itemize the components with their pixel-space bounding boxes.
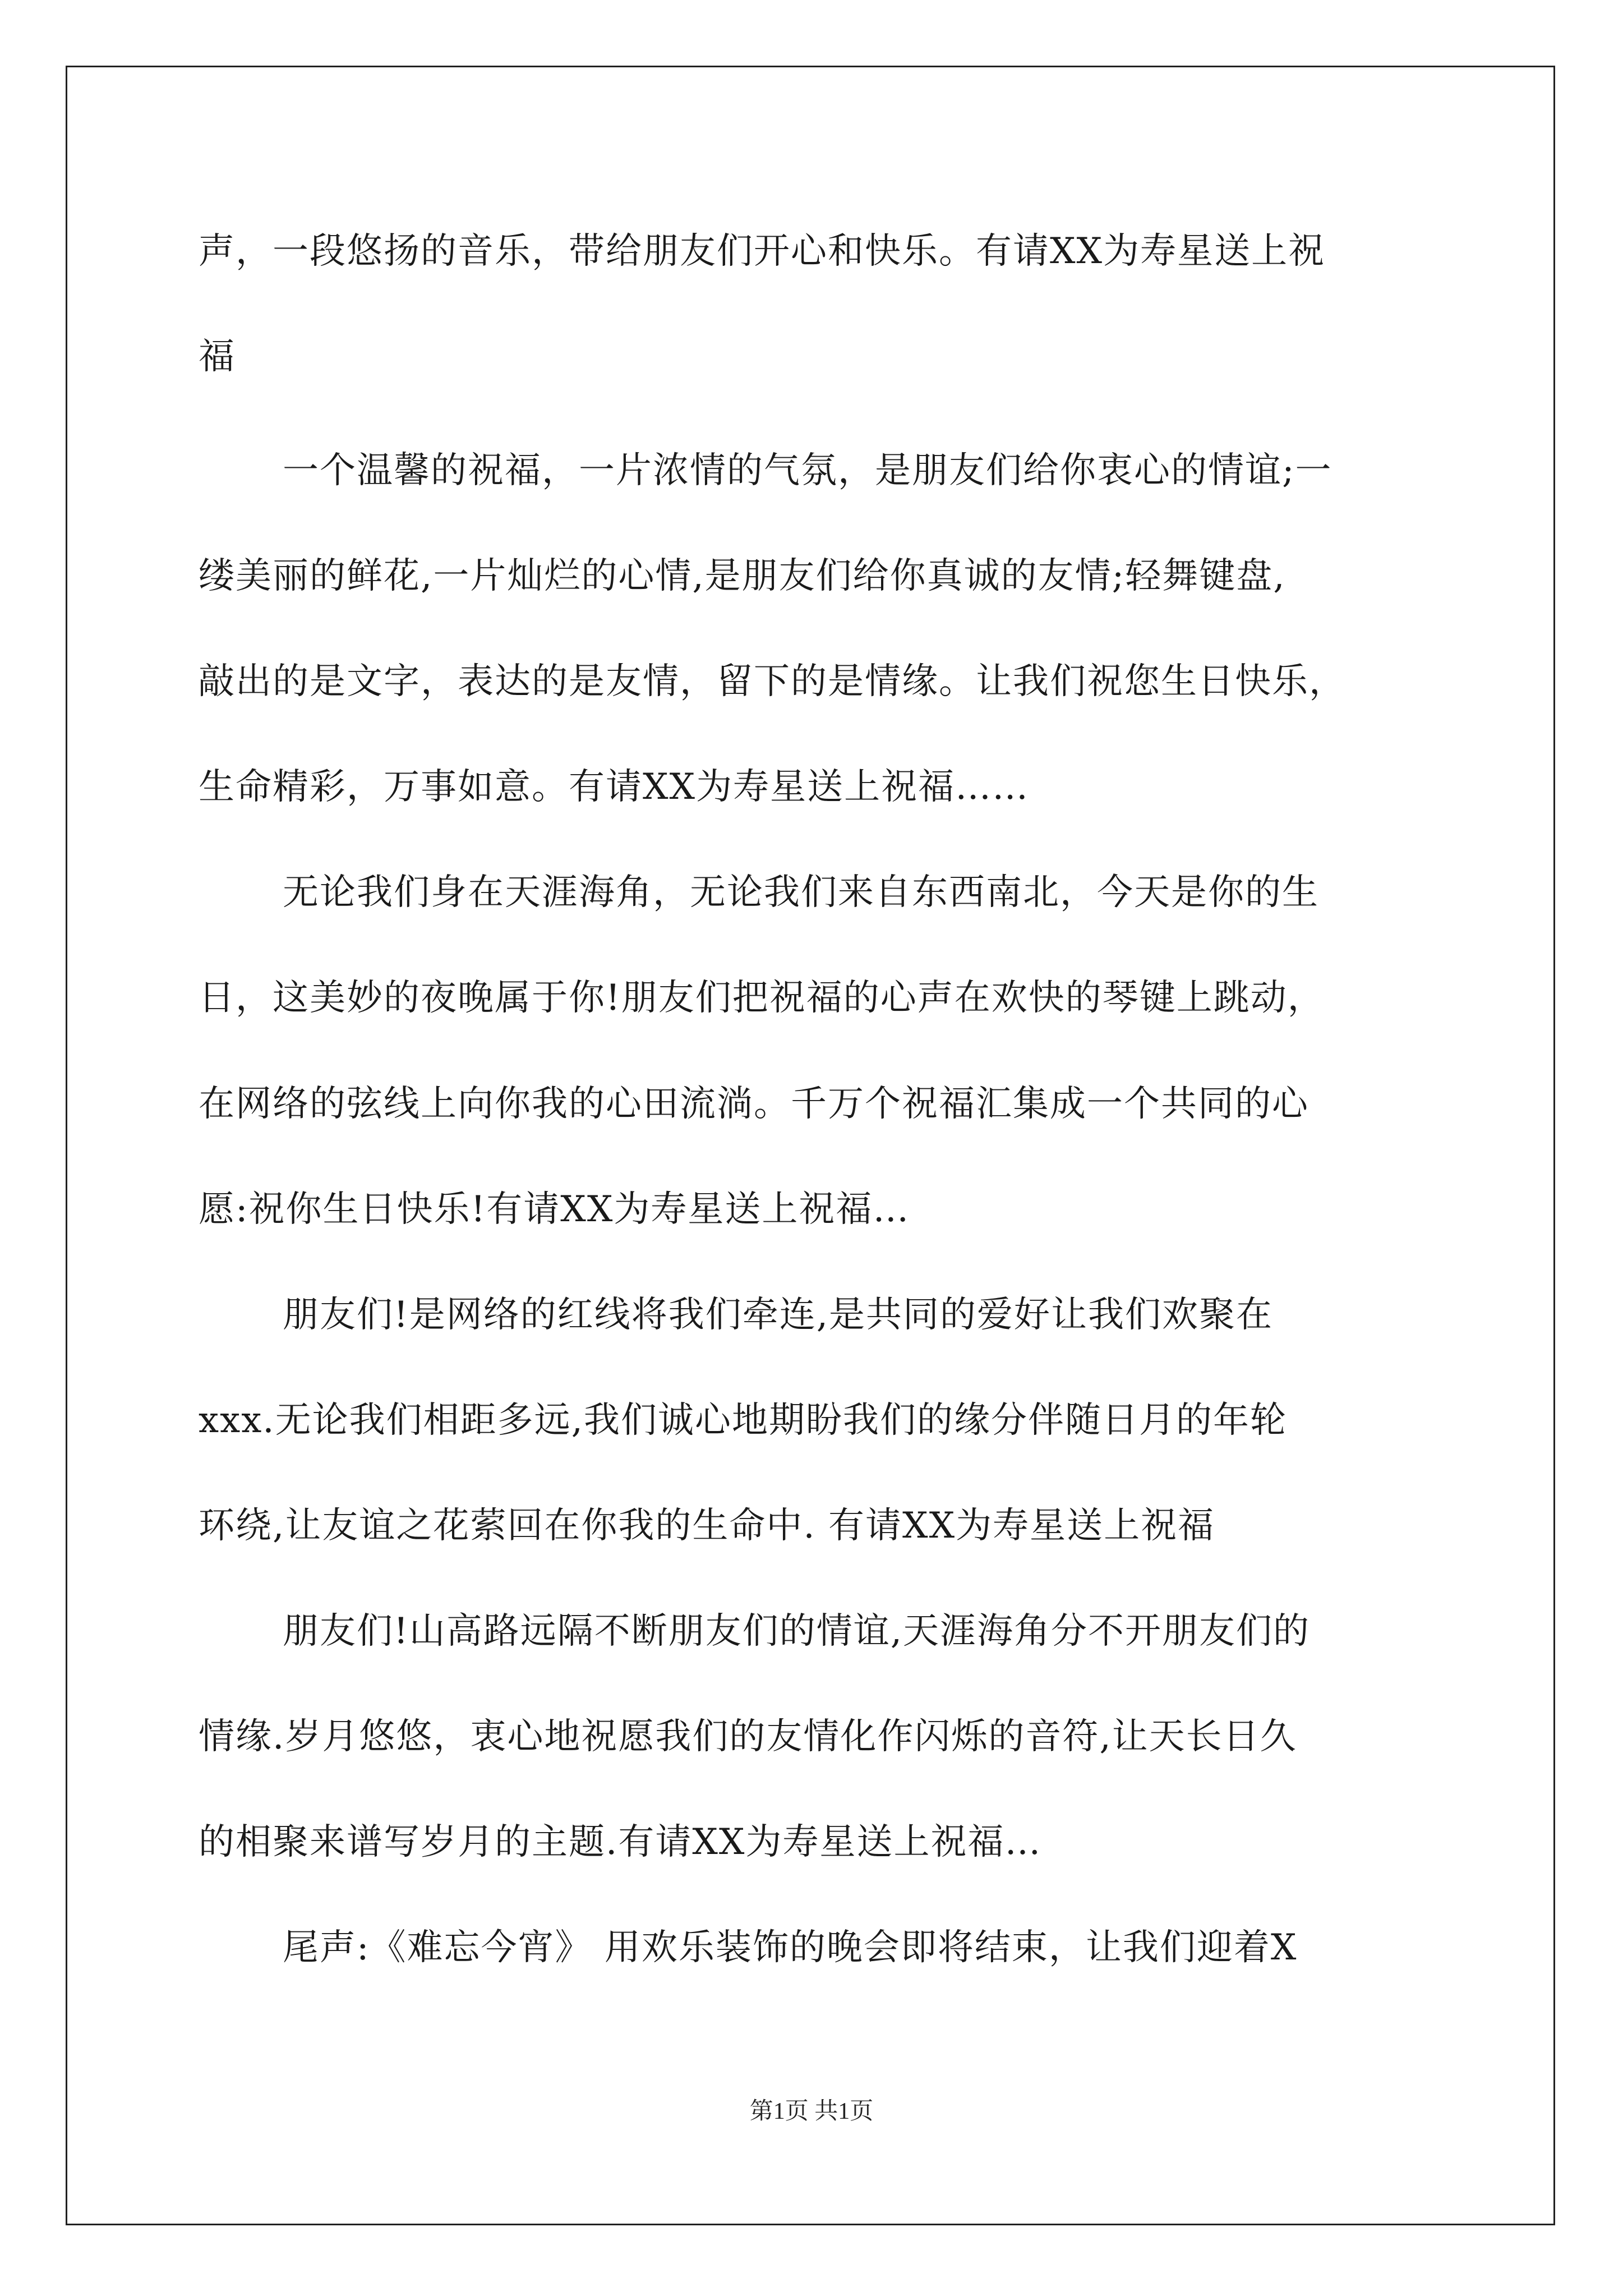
text-line: 在网络的弦线上向你我的心田流淌。千万个祝福汇集成一个共同的心: [199, 1083, 1309, 1125]
text-line: 生命精彩，万事如意。有请XX为寿星送上祝福……: [199, 766, 1030, 808]
text-line: 一个温馨的祝福，一片浓情的气氛，是朋友们给你衷心的情谊;一: [283, 450, 1332, 491]
page-number-footer: 第1页 共1页: [749, 2099, 874, 2124]
text-line: 无论我们身在天涯海角，无论我们来自东西南北，今天是你的生: [283, 872, 1319, 913]
text-line: 环绕,让友谊之花萦回在你我的生命中. 有请XX为寿星送上祝福: [199, 1505, 1215, 1547]
text-line: 的相聚来谱写岁月的主题.有请XX为寿星送上祝福…: [199, 1821, 1042, 1863]
text-line: 愿:祝你生日快乐!有请XX为寿星送上祝福…: [199, 1189, 910, 1230]
text-line: 尾声:《难忘今宵》 用欢乐装饰的晚会即将结束，让我们迎着X: [283, 1927, 1298, 1968]
text-line: xxx.无论我们相距多远,我们诚心地期盼我们的缘分伴随日月的年轮: [199, 1400, 1287, 1441]
text-line: 朋友们!山高路远隔不断朋友们的情谊,天涯海角分不开朋友们的: [283, 1611, 1311, 1652]
text-line: 日，这美妙的夜晚属于你!朋友们把祝福的心声在欢快的琴键上跳动，: [199, 977, 1325, 1019]
page-border: [66, 66, 1555, 2225]
text-line: 声，一段悠扬的音乐，带给朋友们开心和快乐。有请XX为寿星送上祝: [199, 231, 1326, 272]
text-line: 敲出的是文字，表达的是友情，留下的是情缘。让我们祝您生日快乐，: [199, 661, 1346, 702]
text-line: 情缘.岁月悠悠，衷心地祝愿我们的友情化作闪烁的音符,让天长日久: [199, 1716, 1297, 1757]
text-line: 朋友们!是网络的红线将我们牵连,是共同的爱好让我们欢聚在: [283, 1294, 1274, 1336]
text-line: 缕美丽的鲜花,一片灿烂的心情,是朋友们给你真诚的友情;轻舞键盘,: [199, 555, 1286, 597]
text-line: 福: [199, 336, 236, 378]
